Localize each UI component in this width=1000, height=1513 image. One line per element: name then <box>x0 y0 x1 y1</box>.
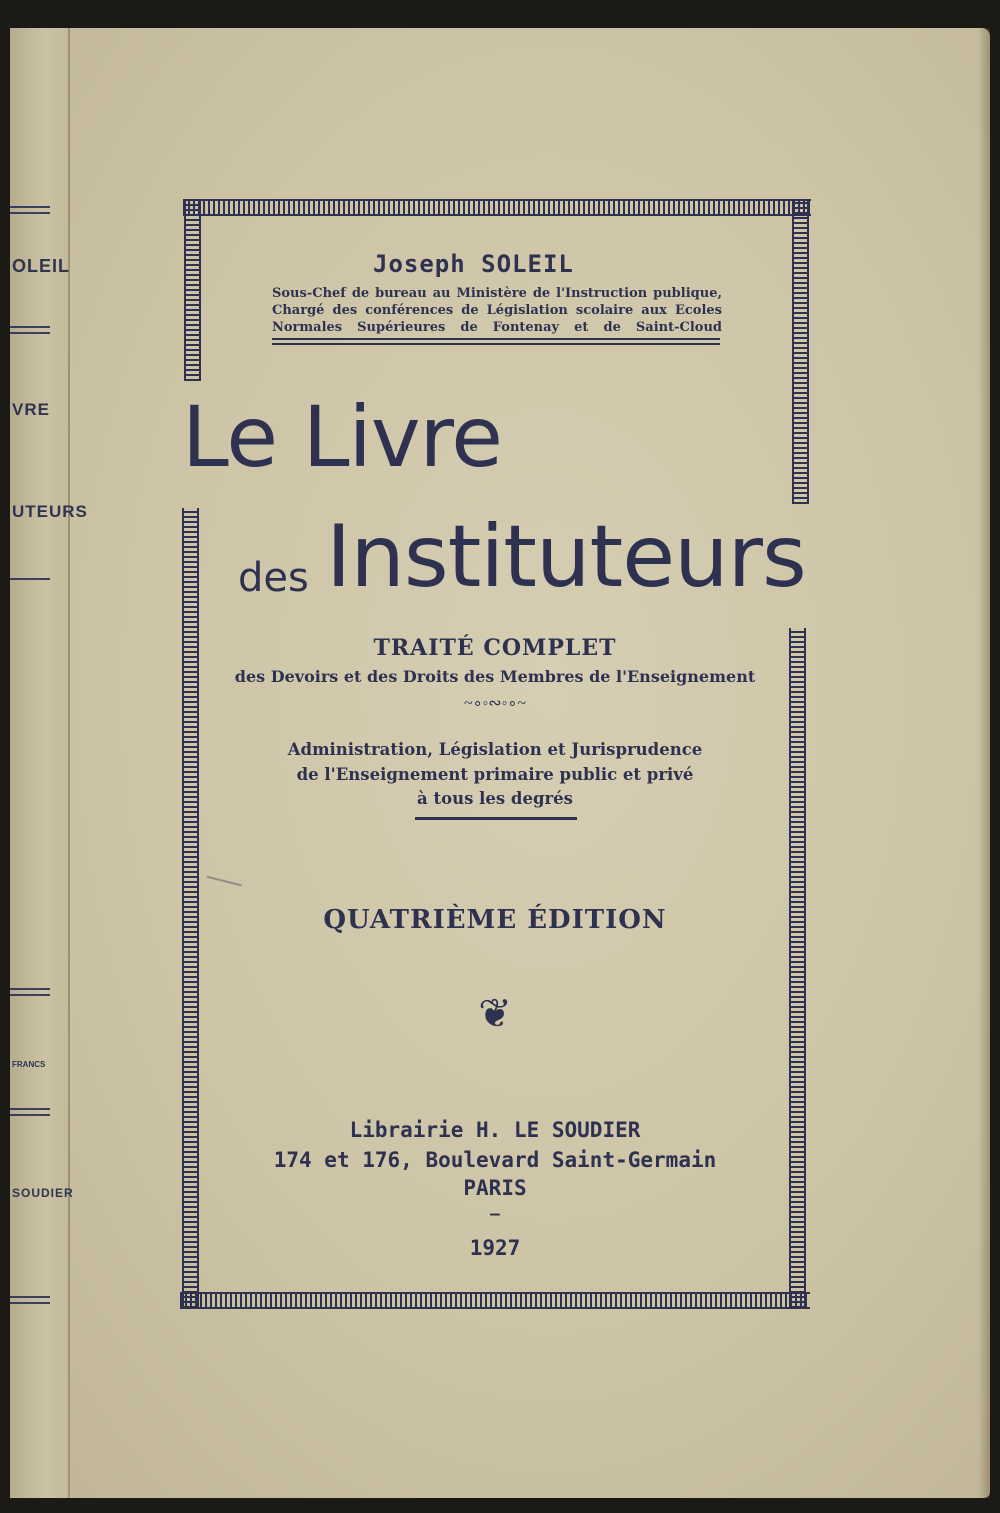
spine-rule <box>10 206 50 208</box>
author-affiliation-line: Chargé des conférences de Législation scolaire aux Ecoles <box>272 303 722 318</box>
author-affiliation-line: Sous-Chef de bureau au Ministère de l'Instruction publique, <box>272 286 722 301</box>
publisher-address: 174 et 176, Boulevard Saint-Germain <box>273 1148 717 1172</box>
subtitle-main: TRAITÉ COMPLET <box>373 635 617 661</box>
frame-top <box>183 199 811 216</box>
spine-rule <box>10 1296 50 1298</box>
title-des: des <box>238 555 309 601</box>
spine-rule <box>10 1108 50 1110</box>
publisher-city: PARIS <box>463 1176 527 1200</box>
title-line-1: Le Livre <box>182 388 502 486</box>
scope-line: à tous les degrés <box>417 789 573 808</box>
spine-rule <box>10 988 50 990</box>
author-affiliation-line: Normales Supérieures de Fontenay et de Saint-Cloud <box>272 320 722 335</box>
publication-year: 1927 <box>469 1236 521 1260</box>
fleuron-icon: ❦ <box>478 991 512 1036</box>
publisher-dash: — <box>490 1204 500 1223</box>
title-line-2: Instituteurs <box>326 507 806 607</box>
frame-right-upper <box>792 199 809 504</box>
spine-author: OLEIL <box>12 256 70 276</box>
spine-edition: FRANCS <box>12 1060 46 1069</box>
cover-edge-shadow <box>978 28 990 1498</box>
spine-rule <box>10 578 50 580</box>
spine-rule <box>10 1302 50 1304</box>
spine-title-top: VRE <box>12 400 50 419</box>
edition: QUATRIÈME ÉDITION <box>323 905 667 935</box>
spine-publisher: SOUDIER <box>12 1186 74 1200</box>
scope-line: de l'Enseignement primaire public et privé <box>296 765 694 784</box>
author-rule <box>272 343 720 345</box>
scope-rule <box>415 817 577 820</box>
spine-title-bottom: UTEURS <box>12 502 88 521</box>
book-cover <box>10 28 990 1498</box>
spine-rule <box>10 326 50 328</box>
author-name: Joseph SOLEIL <box>373 250 574 278</box>
scope-line: Administration, Législation et Jurisprudence <box>287 740 703 759</box>
ornament-icon: ~∘◦∾◦∘~ <box>463 695 527 712</box>
spine-rule <box>10 332 50 334</box>
frame-left-upper <box>184 199 201 381</box>
spine-rule <box>10 994 50 996</box>
spine-rule <box>10 212 50 214</box>
spine-rule <box>10 1114 50 1116</box>
publisher-name: Librairie H. LE SOUDIER <box>349 1118 641 1142</box>
book-spine <box>10 28 88 1498</box>
author-rule <box>272 338 720 340</box>
frame-bottom <box>180 1292 810 1309</box>
subtitle-detail: des Devoirs et des Droits des Membres de l'Enseignement <box>234 667 756 686</box>
